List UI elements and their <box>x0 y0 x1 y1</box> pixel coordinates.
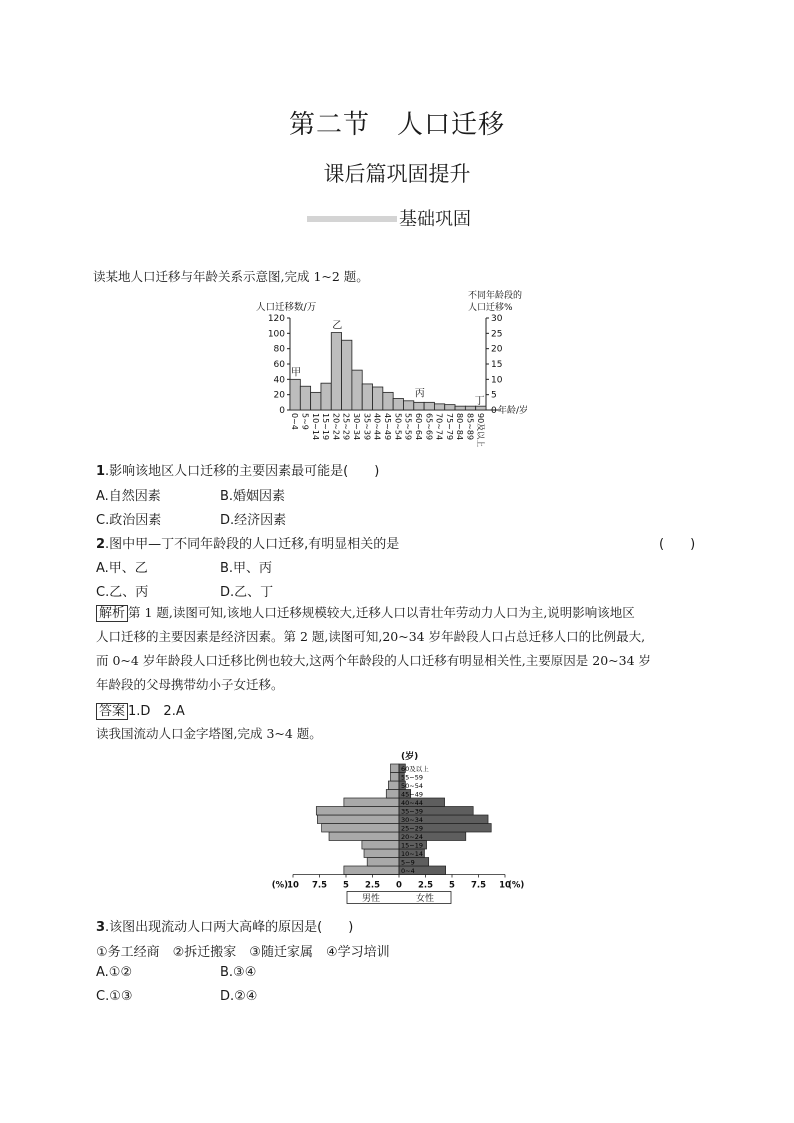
age-group-label: 15~19 <box>401 841 423 850</box>
q1-option-b: B.婚姻因素 <box>220 489 286 504</box>
male-bar <box>344 866 399 875</box>
question-1 <box>96 460 379 479</box>
population-pyramid-chart <box>268 748 528 906</box>
legend-female: 女性 <box>415 894 435 904</box>
bar <box>383 392 393 410</box>
analysis-line-1 <box>96 604 635 622</box>
x-tick-label: 60~64 <box>413 413 423 441</box>
q2-option-c: C.乙、丙 <box>96 585 149 600</box>
q3-option-c: C.①③ <box>96 989 133 1004</box>
x-axis-title: 年龄/岁 <box>498 406 529 416</box>
right-tick-label: 25 <box>491 329 503 340</box>
x-tick-label: 45~49 <box>383 413 392 441</box>
age-group-label: 20~24 <box>401 833 423 841</box>
bar <box>424 402 434 410</box>
question-3 <box>96 916 353 935</box>
q3-option-a: A.①② <box>96 965 133 980</box>
right-tick-label: 15 <box>491 360 503 370</box>
pct-tick-label: 7.5 <box>470 880 487 891</box>
bar <box>373 387 383 410</box>
bar <box>321 383 331 410</box>
right-tick-label: 30 <box>491 314 503 324</box>
bar <box>362 384 372 410</box>
bar <box>445 405 455 410</box>
mark-jia: 甲 <box>291 367 301 379</box>
age-group-label: 45~49 <box>401 790 423 799</box>
male-bar <box>391 764 399 773</box>
mark-bing: 丙 <box>414 388 425 400</box>
x-tick-label: 90及以上 <box>475 413 485 448</box>
analysis-line-2: 人口迁移的主要因素是经济因素。第 2 题,读图可知,20~34 岁年龄段人口占总迁移人口的比例最大, <box>96 629 646 644</box>
x-tick-label: 65~69 <box>424 413 434 441</box>
bar <box>331 333 341 410</box>
pct-unit-right: (%) <box>508 880 525 891</box>
intro-text-1: 读某地人口迁移与年龄关系示意图,完成 1~2 题。 <box>93 269 369 284</box>
pct-unit-left: (%) <box>271 880 288 891</box>
q3-option-d: D.②④ <box>220 989 258 1004</box>
bar <box>414 402 424 410</box>
x-tick-label: 35~39 <box>362 413 372 441</box>
male-bar <box>367 858 399 867</box>
bar <box>342 340 352 410</box>
age-group-label: 50~54 <box>401 782 423 790</box>
migration-age-chart <box>250 286 550 458</box>
pct-tick-label: 10 <box>499 880 511 891</box>
right-axis-title-line-1: 不同年龄段的 <box>468 291 523 301</box>
answer-text: 1.D 2.A <box>128 704 185 719</box>
left-tick-label: 120 <box>267 314 285 324</box>
age-unit: (岁) <box>401 752 419 762</box>
question-2 <box>96 533 399 552</box>
left-tick-label: 40 <box>273 375 285 386</box>
right-tick-label: 5 <box>491 390 497 401</box>
left-tick-label: 80 <box>273 344 285 355</box>
pct-tick-label: 10 <box>287 880 299 891</box>
x-tick-label: 75~79 <box>444 413 454 441</box>
x-tick-label: 40~44 <box>372 413 382 441</box>
pct-tick-label: 2.5 <box>364 880 381 891</box>
mark-yi: 乙 <box>332 320 343 332</box>
x-tick-label: 70~74 <box>434 413 444 441</box>
male-bar <box>329 832 399 841</box>
x-tick-label: 20~24 <box>331 413 341 441</box>
right-tick-label: 10 <box>491 375 503 386</box>
x-tick-label: 5~9 <box>300 413 310 430</box>
bar <box>434 404 444 410</box>
age-group-label: 30~34 <box>401 816 423 824</box>
q1-option-d: D.经济因素 <box>220 513 287 528</box>
x-tick-label: 85~89 <box>465 413 475 441</box>
left-tick-label: 20 <box>273 390 285 401</box>
q2-option-a: A.甲、乙 <box>96 561 148 576</box>
age-group-label: 10~14 <box>401 850 423 858</box>
left-tick-label: 0 <box>279 406 285 416</box>
analysis-label: 解析 <box>96 605 128 622</box>
right-tick-label: 0 <box>491 406 497 416</box>
question-number: 1 <box>96 464 106 479</box>
age-group-label: 0~4 <box>401 867 415 875</box>
q2-option-b: B.甲、丙 <box>220 561 273 576</box>
legend-male: 男性 <box>361 894 381 904</box>
mark-ding: 丁 <box>474 396 485 408</box>
x-tick-label: 30~34 <box>352 413 362 441</box>
intro-text-2: 读我国流动人口金字塔图,完成 3~4 题。 <box>96 726 322 741</box>
bar <box>290 379 300 410</box>
bar <box>311 392 321 410</box>
question-number: 3 <box>96 920 106 935</box>
male-bar <box>364 849 399 858</box>
analysis-line-4: 年龄段的父母携带幼小子女迁移。 <box>96 677 284 692</box>
q1-option-c: C.政治因素 <box>96 513 162 528</box>
x-tick-label: 0~4 <box>290 413 300 430</box>
right-axis-title-line-2: 人口迁移% <box>468 303 513 313</box>
x-tick-label: 55~59 <box>403 413 413 441</box>
male-bar <box>362 841 399 850</box>
pct-tick-label: 5 <box>449 880 455 891</box>
bar <box>403 401 413 410</box>
page-subtitle: 课后篇巩固提升 <box>323 162 471 186</box>
bar <box>455 406 465 410</box>
analysis-line-3: 而 0~4 岁年龄段人口迁移比例也较大,这两个年龄段的人口迁移有明显相关性,主要原因是 20~34 岁 <box>96 653 652 668</box>
male-bar <box>391 773 399 782</box>
question-stem: .影响该地区人口迁移的主要因素最可能是( ) <box>105 464 380 479</box>
q2-answer-paren: ( ) <box>659 537 696 552</box>
age-group-label: 25~29 <box>401 824 423 833</box>
pct-tick-label: 2.5 <box>417 880 434 891</box>
male-bar <box>388 781 399 790</box>
answer-row <box>96 700 185 720</box>
question-stem: .该图出现流动人口两大高峰的原因是( ) <box>105 920 354 935</box>
section-bar <box>307 216 397 222</box>
q1-option-a: A.自然因素 <box>96 489 161 504</box>
right-tick-label: 20 <box>491 344 503 355</box>
male-bar <box>316 807 399 816</box>
male-bar <box>317 815 399 824</box>
left-tick-label: 60 <box>273 360 285 370</box>
q3-option-b: B.③④ <box>220 965 257 980</box>
x-tick-label: 15~19 <box>321 413 331 441</box>
male-bar <box>386 790 399 799</box>
left-axis-title: 人口迁移数/万 <box>256 302 317 313</box>
left-tick-label: 100 <box>267 329 285 340</box>
answer-label: 答案 <box>96 703 128 720</box>
pct-tick-label: 5 <box>343 880 349 891</box>
pct-tick-label: 0 <box>396 880 402 891</box>
x-tick-label: 10~14 <box>310 413 320 441</box>
age-group-label: 35~39 <box>401 807 423 816</box>
analysis-text: 第 1 题,读图可知,该地人口迁移规模较大,迁移人口以青壮年劳动力人口为主,说明影响该地区 <box>128 605 635 620</box>
page-title: 第二节 人口迁移 <box>288 110 505 140</box>
age-group-label: 40~44 <box>401 799 423 807</box>
question-number: 2 <box>96 537 106 552</box>
q2-option-d: D.乙、丁 <box>220 585 274 600</box>
age-group-label: 5~9 <box>401 858 415 867</box>
pct-tick-label: 7.5 <box>311 880 328 891</box>
section-heading: 基础巩固 <box>399 209 471 230</box>
q3-statements: ①务工经商 ②拆迁搬家 ③随迁家属 ④学习培训 <box>96 945 390 960</box>
question-stem: .图中甲—丁不同年龄段的人口迁移,有明显相关的是 <box>105 537 400 552</box>
x-tick-label: 80~84 <box>455 413 465 441</box>
age-group-label: 60及以上 <box>401 765 429 773</box>
age-group-label: 55~59 <box>401 773 423 782</box>
x-tick-label: 25~29 <box>341 413 351 441</box>
bar <box>352 370 362 410</box>
x-tick-label: 50~54 <box>393 413 403 441</box>
bar <box>300 386 310 410</box>
male-bar <box>322 824 399 833</box>
male-bar <box>344 798 399 807</box>
bar <box>393 399 403 411</box>
